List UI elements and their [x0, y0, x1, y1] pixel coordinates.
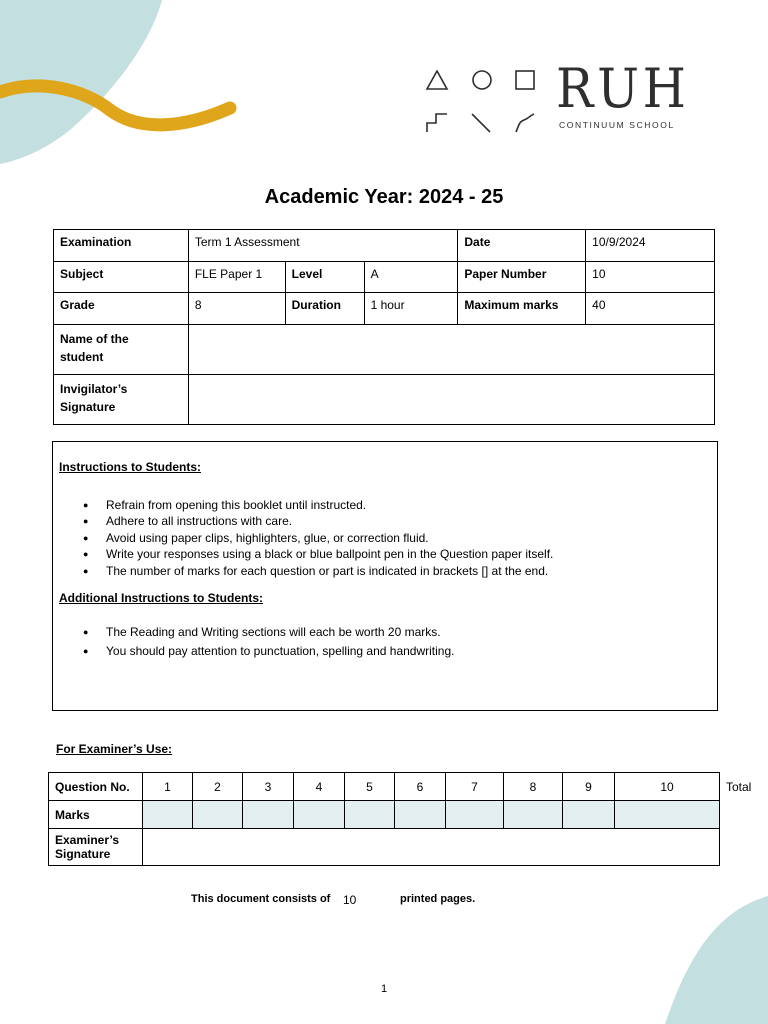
level-value: A — [364, 261, 458, 293]
page-number: 1 — [380, 983, 388, 995]
list-item: ● Write your responses using a black or blue ballpoint pen in the Question paper itself. — [83, 546, 711, 562]
instructions-list — [83, 497, 711, 579]
date-label: Date — [458, 230, 586, 262]
marks-cell[interactable] — [504, 801, 563, 829]
instructions-heading: Instructions to Students: — [59, 460, 201, 474]
level-label: Level — [285, 261, 364, 293]
logo — [556, 57, 701, 130]
list-item: ● The Reading and Writing sections will each be worth 20 marks. — [83, 623, 711, 642]
additional-instructions-list — [83, 623, 711, 661]
examination-value: Term 1 Assessment — [188, 230, 458, 262]
logo-wordmark: RUH — [556, 57, 690, 120]
page-count: 10 — [343, 893, 357, 907]
question-number: 2 — [193, 773, 243, 801]
consists-suffix: printed pages. — [400, 893, 476, 905]
grade-value: 8 — [188, 293, 285, 325]
duration-value: 1 hour — [364, 293, 458, 325]
table-row — [54, 261, 715, 293]
list-item: ● Avoid using paper clips, highlighters, glue, or correction fluid. — [83, 530, 711, 546]
paper-number-value: 10 — [586, 261, 715, 293]
question-number: 7 — [446, 773, 504, 801]
marks-cell[interactable] — [345, 801, 395, 829]
duration-label: Duration — [285, 293, 364, 325]
examiner-marks-table — [48, 772, 752, 866]
question-number: 8 — [504, 773, 563, 801]
question-number: 3 — [243, 773, 294, 801]
list-item: ● The number of marks for each question or part is indicated in brackets [] at the end. — [83, 563, 711, 579]
question-number: 1 — [143, 773, 193, 801]
mustard-wave — [0, 86, 230, 125]
marks-cell[interactable] — [193, 801, 243, 829]
table-row — [49, 801, 720, 829]
max-marks-label: Maximum marks — [458, 293, 586, 325]
marks-cell[interactable] — [563, 801, 615, 829]
list-item: ● Adhere to all instructions with care. — [83, 513, 711, 529]
marks-cell[interactable] — [243, 801, 294, 829]
subject-label: Subject — [54, 261, 189, 293]
page-title: Academic Year: 2024 - 25 — [264, 186, 504, 208]
logo-tagline: CONTINUUM SCHOOL — [559, 120, 675, 130]
invigilator-signature-label: Invigilator’s Signature — [54, 374, 189, 424]
bottom-right-teal-blob — [665, 896, 768, 1024]
examination-label: Examination — [54, 230, 189, 262]
list-item: ● Refrain from opening this booklet until instructed. — [83, 497, 711, 513]
subject-value: FLE Paper 1 — [188, 261, 285, 293]
list-item: ● You should pay attention to punctuation, spelling and handwriting. — [83, 642, 711, 661]
examiner-signature-label: Examiner’s Signature — [49, 829, 143, 866]
paper-number-label: Paper Number — [458, 261, 586, 293]
invigilator-signature-field[interactable] — [188, 374, 714, 424]
additional-instructions-heading: Additional Instructions to Students: — [59, 591, 263, 606]
marks-cell[interactable] — [446, 801, 504, 829]
student-name-field[interactable] — [188, 324, 714, 374]
question-number: 5 — [345, 773, 395, 801]
grade-label: Grade — [54, 293, 189, 325]
table-row — [54, 230, 715, 262]
marks-cell[interactable] — [615, 801, 720, 829]
question-number: 6 — [395, 773, 446, 801]
student-name-label: Name of the student — [54, 324, 189, 374]
question-number: 10 — [615, 773, 720, 801]
max-marks-value: 40 — [586, 293, 715, 325]
table-row — [54, 324, 715, 374]
exam-info-table — [53, 229, 715, 425]
examiner-signature-field[interactable] — [143, 829, 720, 866]
question-number: 4 — [294, 773, 345, 801]
logo-symbols-icon — [423, 70, 543, 136]
marks-cell[interactable] — [143, 801, 193, 829]
consists-prefix: This document consists of — [191, 893, 331, 905]
table-row — [49, 829, 720, 866]
marks-label: Marks — [49, 801, 143, 829]
table-row — [54, 293, 715, 325]
question-no-label: Question No. — [49, 773, 143, 801]
marks-cell[interactable] — [395, 801, 446, 829]
examiner-use-heading: For Examiner’s Use: — [56, 742, 173, 756]
instructions-box — [52, 441, 718, 711]
question-number: 9 — [563, 773, 615, 801]
top-left-teal-blob — [0, 0, 162, 164]
marks-cell[interactable] — [294, 801, 345, 829]
date-value: 10/9/2024 — [586, 230, 715, 262]
table-row: Question No. 1 2 3 4 5 6 7 8 9 10 Total — [49, 773, 720, 801]
table-row — [54, 374, 715, 424]
